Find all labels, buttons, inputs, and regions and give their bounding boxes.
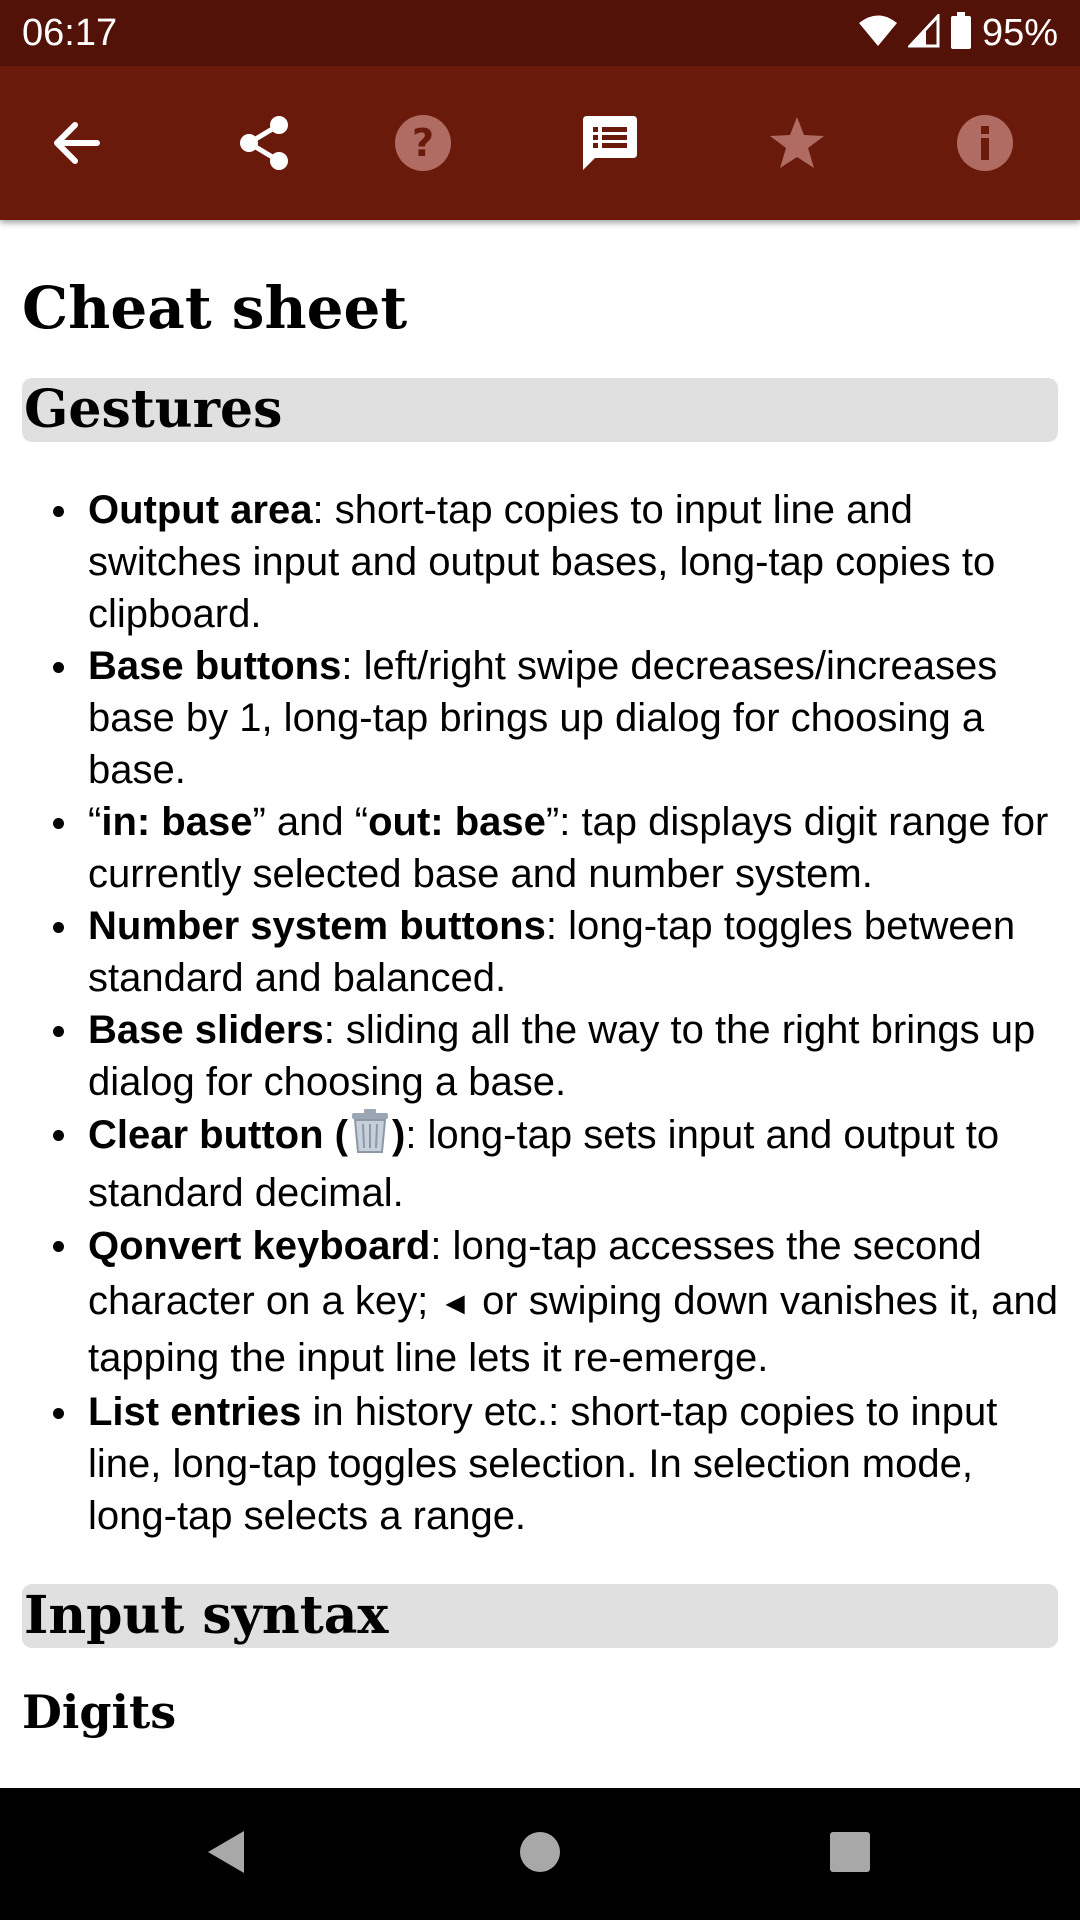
list-item — [22, 484, 1058, 640]
item-term: Base sliders — [88, 1008, 324, 1052]
item-term: Qonvert keyboard — [88, 1224, 431, 1268]
item-description-cont: or swiping down vanishes it, and tapping the input line lets it re-emerge. — [88, 1279, 1058, 1380]
svg-text:?: ? — [411, 121, 435, 165]
cheat-sheet-icon — [581, 114, 639, 172]
info-button[interactable] — [945, 103, 1025, 183]
signal-icon — [908, 14, 940, 52]
item-description: : left/right swipe decreases/increases base by 1, long-tap brings up dialog for choosing a base. — [88, 644, 998, 792]
back-arrow-icon — [53, 121, 101, 165]
toolbar — [0, 66, 1080, 220]
nav-back-button[interactable] — [196, 1824, 256, 1884]
item-term: Number system buttons — [88, 904, 546, 948]
list-item — [22, 1386, 1058, 1542]
battery-percent: 95% — [981, 12, 1058, 54]
page-title: Cheat sheet — [22, 274, 408, 342]
share-icon — [236, 114, 292, 172]
item-connector: ” and “ — [252, 800, 369, 844]
status-bar — [0, 0, 1080, 66]
back-button[interactable] — [37, 103, 117, 183]
status-icons — [858, 8, 1058, 58]
gestures-list — [22, 484, 1058, 1542]
item-description: : long-tap toggles between standard and balanced. — [88, 904, 1016, 1000]
item-term: in: base — [101, 800, 253, 844]
square-recents-icon — [829, 1831, 871, 1877]
info-icon — [956, 114, 1014, 172]
wifi-icon — [858, 14, 898, 52]
section-header-input-syntax: Input syntax — [22, 1584, 1058, 1648]
trash-icon — [350, 1108, 390, 1167]
cheat-sheet-content[interactable] — [22, 220, 1058, 1788]
list-item — [22, 1004, 1058, 1108]
circle-home-icon — [519, 1831, 561, 1877]
item-term: Output area — [88, 488, 313, 532]
help-button[interactable] — [383, 103, 463, 183]
item-description: in history etc.: short-tap copies to input line, long-tap toggles selection. In selection mode, long-tap selects a range. — [88, 1390, 998, 1538]
item-description: : sliding all the way to the right brings up dialog for choosing a base. — [88, 1008, 1036, 1104]
star-icon — [768, 115, 826, 171]
help-icon — [394, 114, 452, 172]
list-item — [22, 1219, 1058, 1386]
item-description: : short-tap copies to input line and switches input and output bases, long-tap copies to clipboard. — [88, 488, 996, 636]
status-time: 06:17 — [22, 12, 118, 54]
nav-recents-button[interactable] — [820, 1824, 880, 1884]
nav-home-button[interactable] — [510, 1824, 570, 1884]
battery-icon — [950, 12, 972, 54]
item-term: out: base — [368, 800, 546, 844]
item-description: ”: tap displays digit range for currently selected base and number system. — [88, 800, 1049, 896]
list-item — [22, 796, 1058, 900]
item-term-end: ) — [391, 1113, 406, 1157]
cheat-sheet-button[interactable] — [570, 103, 650, 183]
sub-heading-digits: Digits — [22, 1685, 177, 1739]
list-item — [22, 640, 1058, 796]
item-term: Clear button ( — [88, 1113, 348, 1157]
list-item — [22, 1108, 1058, 1219]
triangle-back-icon — [204, 1828, 248, 1880]
item-description: : long-tap sets input and output to standard decimal. — [88, 1113, 1000, 1215]
favorite-button[interactable] — [757, 103, 837, 183]
navigation-bar — [0, 1788, 1080, 1920]
list-item — [22, 900, 1058, 1004]
item-description: : long-tap accesses the second character on a key; — [88, 1224, 982, 1323]
section-header-gestures: Gestures — [22, 378, 1058, 442]
share-button[interactable] — [224, 103, 304, 183]
quote-open: “ — [88, 800, 102, 844]
item-term: List entries — [88, 1390, 302, 1434]
hide-keyboard-arrow-icon: ◄ — [439, 1285, 471, 1321]
item-term: Base buttons — [88, 644, 342, 688]
